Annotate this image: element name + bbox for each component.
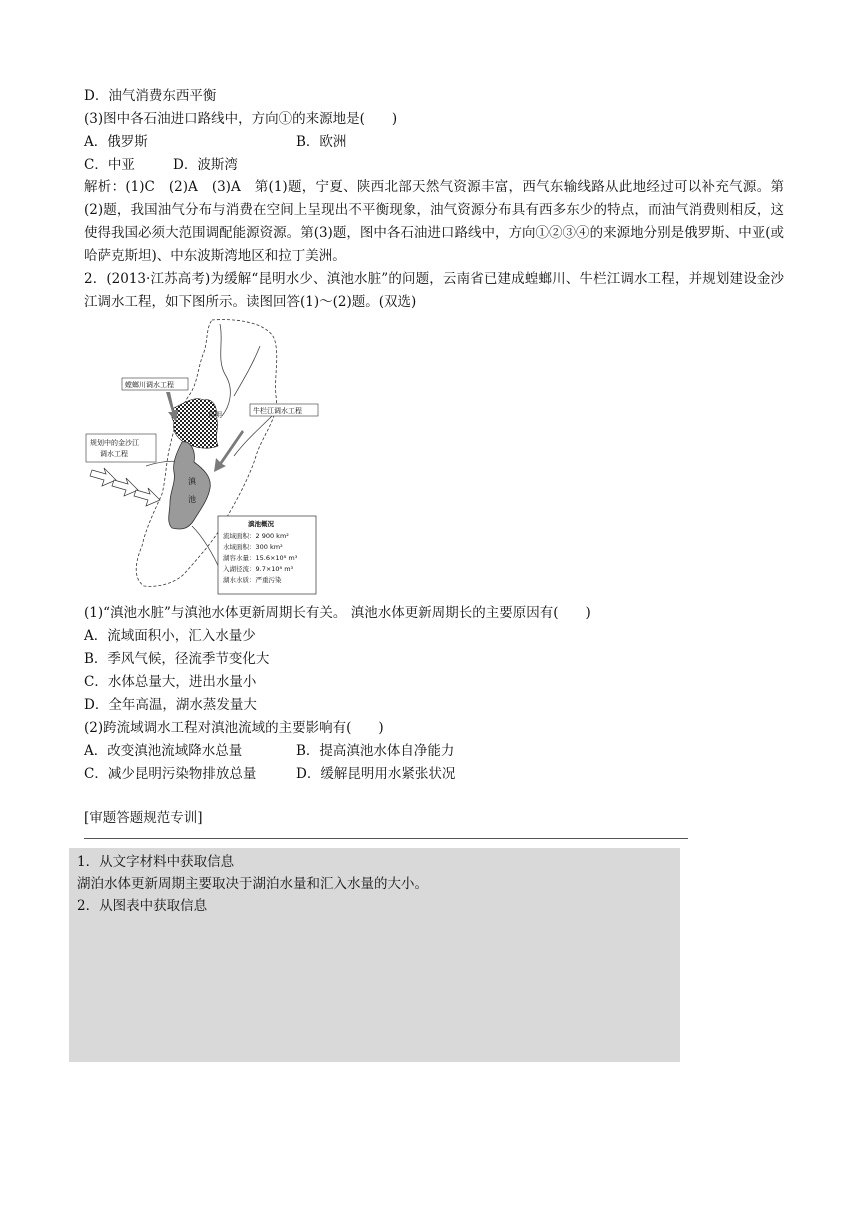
jinsha-arrow-3 — [134, 488, 160, 506]
jinsha-arrow-1 — [90, 468, 116, 486]
kunming-urban-area — [172, 399, 218, 448]
q2-sub1-option-a: A．流域面积小，汇入水量少 — [84, 628, 256, 644]
q2-sub1-option-d: D．全年高温，湖水蒸发量大 — [84, 697, 257, 713]
label-kunming: 昆明 — [208, 411, 222, 419]
guidance-box — [69, 848, 680, 1062]
q1-option-d: D．油气消费东西平衡 — [84, 88, 217, 104]
lake-char-dian: 滇 — [188, 477, 196, 486]
info-water-area: 水域面积：300 km² — [223, 543, 283, 551]
q2-sub2-option-a: A．改变滇池流域降水总量 — [84, 743, 243, 759]
q2-intro: 2．(2013·江苏高考)为缓解“昆明水少、滇池水脏”的问题，云南省已建成蝗螂川、牛栏江调水工程，并规划建设金沙江调水工程，如下图所示。读图回答(1)～(2)题。(双选) — [84, 271, 784, 310]
label-jinsha-line2: 调水工程 — [100, 450, 128, 458]
jinsha-arrow-2 — [112, 478, 138, 496]
info-volume: 湖容水量：15.6×10⁸ m³ — [223, 554, 298, 562]
q2-sub2-stem: (2)跨流域调水工程对滇池流域的主要影响有( ) — [84, 720, 384, 736]
q2-sub2-option-d: D．缓解昆明用水紧张状况 — [296, 766, 456, 782]
river-north — [220, 324, 230, 416]
q2-sub2-option-c: C．减少昆明污染物排放总量 — [84, 766, 257, 782]
q2-sub1-option-c: C．水体总量大，进出水量小 — [84, 674, 257, 690]
river-northeast — [234, 346, 260, 396]
q3-option-c: C．中亚 — [84, 157, 135, 173]
q2-sub2-option-b: B．提高滇池水体自净能力 — [296, 743, 455, 759]
info-title: 滇池概况 — [248, 520, 274, 528]
label-niulan-project: 牛栏江调水工程 — [253, 407, 302, 415]
label-jinsha-line1: 规划中的金沙江 — [90, 439, 139, 447]
guidance-item1-text: 湖泊水体更新周期主要取决于湖泊水量和汇入水量的大小。 — [77, 876, 428, 892]
q2-sub1-stem: (1)“滇池水脏”与滇池水体更新周期长有关。 滇池水体更新周期长的主要原因有( ) — [84, 605, 591, 621]
info-quality: 湖水水质：严重污染 — [223, 576, 282, 584]
lake-char-chi: 池 — [188, 495, 196, 504]
q3-option-d: D．波斯湾 — [173, 157, 238, 173]
info-inflow: 入湖径流：9.7×10⁸ m³ — [223, 565, 294, 573]
info-basin-area: 流域面积：2 900 km² — [223, 532, 289, 540]
q2-sub1-option-b: B．季风气候，径流季节变化大 — [84, 651, 270, 667]
niulan-arrow — [214, 430, 244, 472]
dianchi-map — [84, 316, 324, 596]
guidance-item1-title: 1．从文字材料中获取信息 — [77, 854, 235, 870]
guidance-item2-title: 2．从图表中获取信息 — [77, 898, 208, 914]
analysis-paragraph: 解析：(1)C (2)A (3)A 第(1)题，宁夏、陕西北部天然气资源丰富，西气东输线路从此地经过可以补充气源。第(2)题，我国油气分布与消费在空间上呈现出不平衡现象，油气资源分布具有西多东少的特点，而油气消费则相反，这使得我国必须大范围调配能源资源。第(3)题，图中各石油进口路线中，方向①②③④的来源地分别是俄罗斯、中亚(或哈萨克斯坦)、中东波斯湾地区和拉丁美洲。 — [84, 179, 784, 264]
section-divider — [84, 838, 688, 839]
q3-stem: (3)图中各石油进口路线中，方向①的来源地是( ) — [84, 111, 398, 127]
q3-option-b: B．欧洲 — [296, 134, 347, 150]
q3-option-a: A．俄罗斯 — [84, 134, 148, 150]
label-tanglang-project: 螳螂川调水工程 — [125, 381, 174, 389]
section-title: [审题答题规范专训] — [84, 810, 203, 826]
